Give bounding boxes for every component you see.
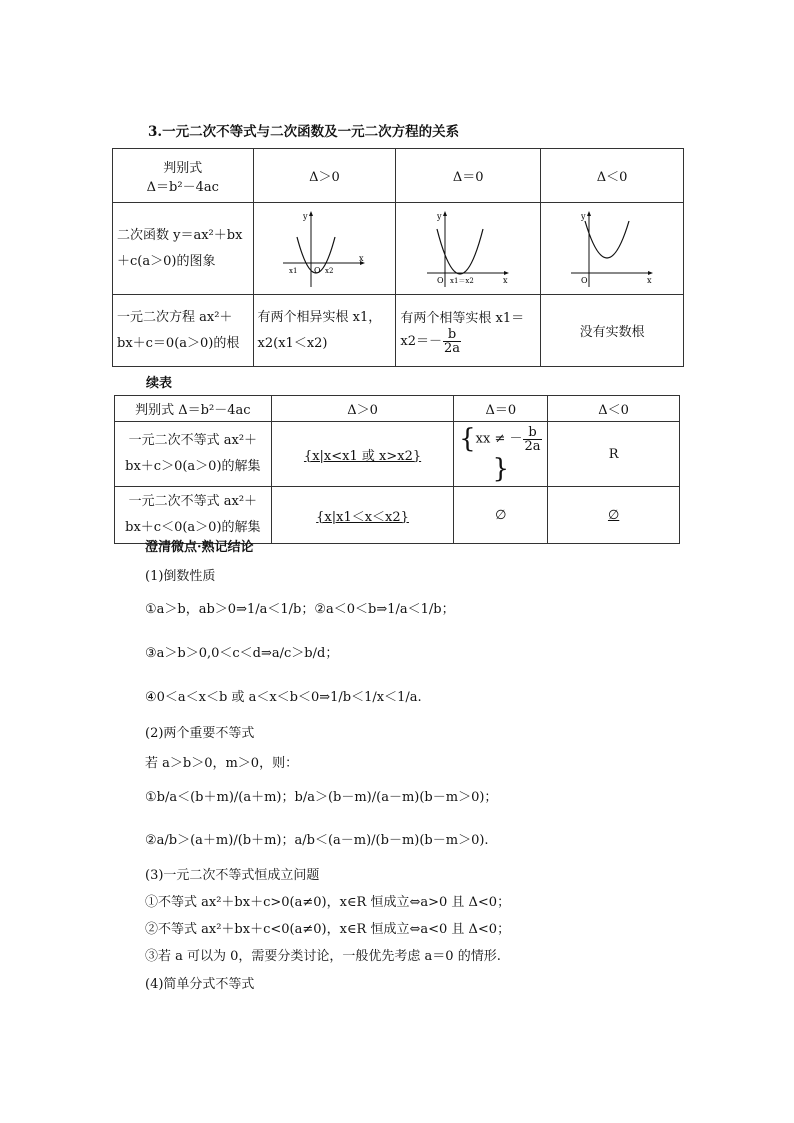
notes-section-4: (4)简单分式不等式 — [145, 977, 255, 992]
row-graph-label-2: ＋c(a＞0)的图象 — [117, 253, 216, 269]
y-axis-label: y — [303, 211, 308, 221]
graph-positive-cell — [253, 203, 396, 295]
root-zero-2-line — [400, 328, 536, 355]
y-axis-label-2: y — [437, 211, 442, 221]
t2-row1-negative: R — [548, 422, 680, 487]
notes-line-4: 若 a＞b＞0，m＞0，则： — [145, 756, 299, 771]
notes-line-3: ④0＜a＜x＜b 或 a＜x＜b＜0⇒1/b＜1/x＜1/a. — [145, 690, 422, 705]
header-discriminant — [113, 149, 254, 203]
gt-zero-fraction — [523, 426, 541, 453]
root-positive-cell — [253, 295, 396, 367]
section-heading: 3.一元二次不等式与二次函数及一元二次方程的关系 — [148, 124, 460, 140]
x1-label: x1 — [289, 266, 298, 275]
root-positive-2: x2(x1＜x2) — [257, 335, 328, 351]
t2-row2-negative — [548, 487, 680, 544]
lt-solution-set: {x|x1＜x＜x2} — [316, 509, 409, 525]
t2-row2-zero: ∅ — [454, 487, 548, 544]
notes-section-3: (3)一元二次不等式恒成立问题 — [145, 868, 320, 883]
root-zero-2: x2＝－ — [400, 333, 442, 349]
root-zero-den: 2a — [443, 340, 460, 356]
gt-zero-den: 2a — [524, 438, 541, 454]
parabola-no-root-graph — [567, 209, 657, 289]
graph-zero-cell — [396, 203, 541, 295]
continued-label: 续表 — [146, 376, 173, 391]
parabola-two-roots-graph — [279, 209, 369, 289]
row-graph-label — [113, 203, 254, 295]
t2-row2-label-1: 一元二次不等式 ax²＋ — [128, 494, 258, 509]
row-graph-label-1: 二次函数 y＝ax²＋bx — [117, 227, 243, 243]
left-brace: { — [459, 424, 476, 454]
notes-line-8: ②不等式 ax²＋bx＋c<0(a≠0)，x∈R 恒成立⇔a<0 且 Δ<0； — [145, 922, 511, 937]
row-root-label-1: 一元二次方程 ax²＋ — [117, 309, 233, 325]
gt-zero-set: xx ≠ － — [475, 431, 523, 447]
t2-row1-positive — [271, 422, 454, 487]
header-label-2: Δ＝b²－4ac — [146, 179, 219, 195]
right-brace: } — [492, 454, 510, 484]
gt-zero-num: b — [523, 426, 541, 440]
x-axis-label: x — [359, 253, 364, 263]
t2-row2-positive — [271, 487, 454, 544]
notes-line-1: ①a＞b，ab＞0⇒1/a＜1/b；②a＜0＜b⇒1/a＜1/b； — [145, 602, 455, 617]
notes-line-6: ②a/b＞(a＋m)/(b＋m)；a/b＜(a－m)/(b－m)(b－m＞0). — [145, 833, 489, 848]
solution-set-table — [114, 395, 680, 544]
t2-header-positive: Δ＞0 — [271, 396, 454, 422]
notes-section-2: (2)两个重要不等式 — [145, 726, 255, 741]
t2-row1-zero — [454, 422, 548, 487]
gt-solution-set: {x|x<x1 或 x>x2} — [303, 448, 422, 464]
root-zero-num: b — [443, 328, 461, 342]
root-zero-1: 有两个相等实根 x1＝ — [400, 310, 525, 326]
t2-row1-label-2: bx＋c＞0(a＞0)的解集 — [125, 459, 261, 474]
x-axis-label-3: x — [647, 275, 652, 285]
parabola-double-root-graph — [423, 209, 513, 289]
notes-title: 澄清微点·熟记结论 — [145, 540, 254, 555]
t2-header-label: 判别式 Δ＝b²－4ac — [115, 396, 272, 422]
y-axis-label-3: y — [581, 211, 586, 221]
x1-equals-x2-label: x1＝x2 — [450, 276, 475, 285]
origin-label-3: O — [581, 275, 588, 285]
origin-label: O — [314, 265, 322, 275]
header-zero: Δ＝0 — [396, 149, 541, 203]
notes-line-5: ①b/a＜(b＋m)/(a＋m)；b/a＞(b－m)/(a－m)(b－m＞0)； — [145, 790, 498, 805]
relation-table — [112, 148, 684, 367]
notes-line-9: ③若 a 可以为 0，需要分类讨论，一般优先考虑 a＝0 的情形. — [145, 949, 501, 964]
t2-row1-label — [115, 422, 272, 487]
t2-header-zero: Δ＝0 — [454, 396, 548, 422]
notes-line-7: ①不等式 ax²＋bx＋c>0(a≠0)，x∈R 恒成立⇔a>0 且 Δ<0； — [145, 895, 511, 910]
root-zero-cell — [396, 295, 541, 367]
root-positive-1: 有两个相异实根 x1， — [257, 309, 382, 325]
origin-label-2: O — [437, 275, 444, 285]
row-root-label-2: bx＋c＝0(a＞0)的根 — [117, 335, 240, 351]
lt-negative-empty: ∅ — [607, 507, 620, 523]
row-root-label — [113, 295, 254, 367]
t2-row1-label-1: 一元二次不等式 ax²＋ — [128, 433, 258, 448]
header-label-1: 判别式 — [163, 160, 203, 176]
x-axis-label-2: x — [503, 275, 508, 285]
x2-label: x2 — [325, 266, 334, 275]
t2-row2-label — [115, 487, 272, 544]
graph-negative-cell — [541, 203, 684, 295]
t2-header-negative: Δ＜0 — [548, 396, 680, 422]
notes-section-1: (1)倒数性质 — [145, 569, 216, 584]
t2-row2-label-2: bx＋c＜0(a＞0)的解集 — [125, 520, 261, 535]
root-negative-cell: 没有实数根 — [541, 295, 684, 367]
notes-line-2: ③a＞b＞0,0＜c＜d⇒a/c＞b/d； — [145, 646, 339, 661]
header-positive: Δ＞0 — [253, 149, 396, 203]
header-negative: Δ＜0 — [541, 149, 684, 203]
root-zero-fraction — [443, 328, 461, 355]
